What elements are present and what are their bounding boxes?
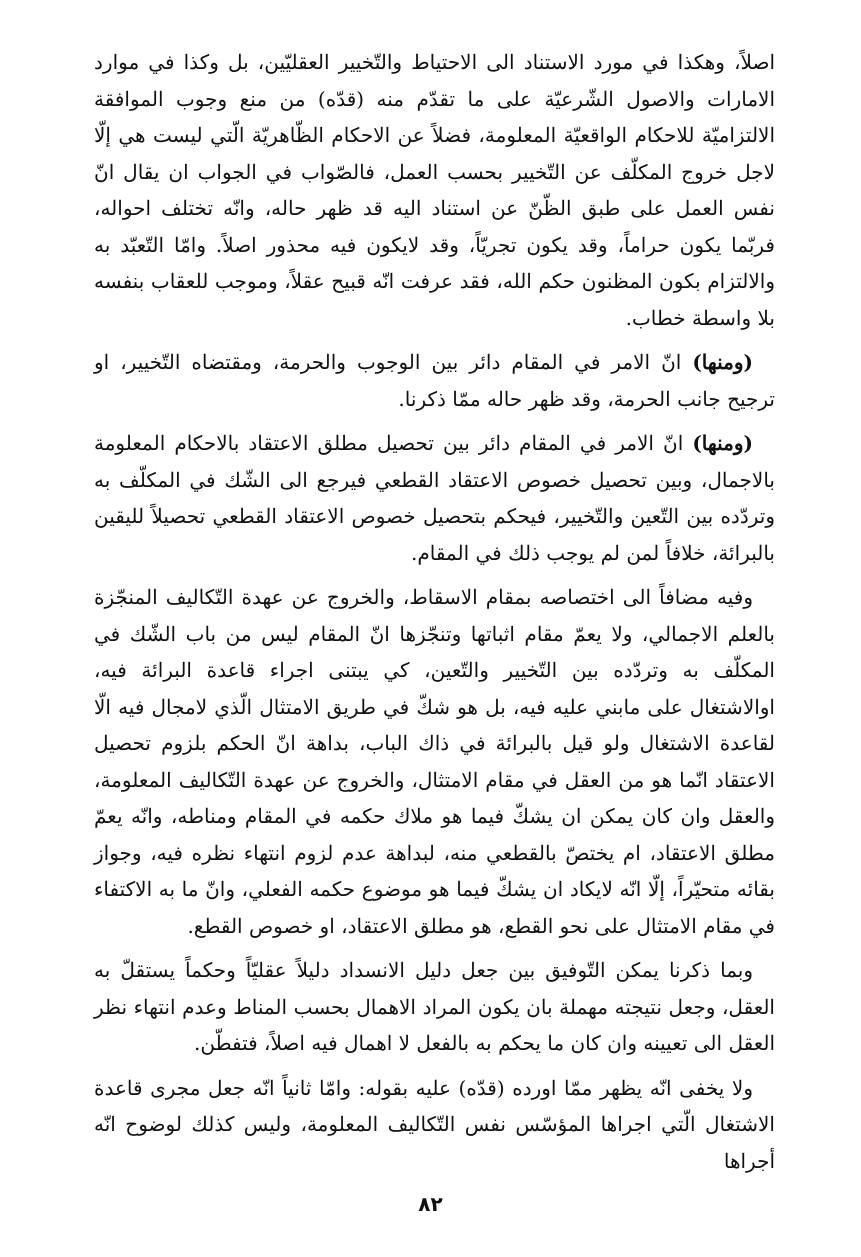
paragraph-2-text: انّ الامر في المقام دائر بين الوجوب والحرمة، ومقتضاه التّخيير، او ترجيح جانب الحرمة، وقد ظهر حاله ممّا ذكرنا. bbox=[94, 350, 775, 411]
paragraph-5-text: وبما ذكرنا يمكن التّوفيق بين جعل دليل الانسداد دليلاً عقليّاً وحكماً يستقلّ به العقل، وجعل نتيجته مهملة بان يكون المراد الاهمال بحسب المناط وعدم انتهاء نظر العقل الى تعيينه وان كان ما يحكم به بالفعل لا اهمال فيه اصلاً، فتفطّن. bbox=[94, 958, 775, 1055]
paragraph-1 bbox=[94, 44, 775, 336]
paragraph-2-lead: (ومنها) bbox=[692, 350, 753, 374]
paragraph-1-text: اصلاً، وهكذا في مورد الاستناد الى الاحتياط والتّخيير العقليّين، بل وكذا في موارد الامارات والاصول الشّرعيّة على ما تقدّم منه (قدّه) من منع وجوب الموافقة الالتزاميّة للاحكام الواقعيّة المعلومة، فضلاً عن الاحكام الظّاهريّة الّتي ليست هي إلّا لاجل خروج المكلّف عن التّخيير بحسب العمل، فالصّواب في الجواب ان يقال انّ نفس العمل على طبق الظّنّ عن استناد اليه قد ظهر حاله، وانّه تختلف احواله، فربّما يكون حراماً، وقد يكون تجريّاً، وقد لايكون فيه محذور اصلاً. وامّا التّعبّد به والالتزام بكون المظنون حكم الله، فقد عرفت انّه قبيح عقلاً، وموجب للعقاب بنفسه بلا واسطة خطاب. bbox=[94, 50, 776, 330]
page-number: ٨٢ bbox=[418, 1192, 443, 1216]
paragraph-6 bbox=[94, 1070, 775, 1180]
paragraph-4 bbox=[94, 579, 775, 944]
paragraph-3-lead: (ومنها) bbox=[692, 431, 753, 455]
paragraph-3 bbox=[94, 425, 775, 571]
paragraph-6-text: ولا يخفى انّه يظهر ممّا اورده (قدّه) عليه بقوله: وامّا ثانياً انّه جعل مجرى قاعدة الاشتغال الّتي اجراها المؤسّس نفس التّكاليف المعلومة، وليس كذلك لوضوح انّه أجراها bbox=[94, 1075, 775, 1173]
paragraph-3-text: انّ الامر في المقام دائر بين تحصيل مطلق الاعتقاد بالاحكام المعلومة بالاجمال، وبين تحصيل خصوص الاعتقاد القطعي فيرجع الى الشّك في المكلّف به وتردّده بين التّعين والتّخيير، فيحكم بتحصيل خصوص الاعتقاد القطعي تحصيلاً لليقين بالبرائة، خلافاً لمن لم يوجب ذلك في المقام. bbox=[94, 431, 775, 565]
paragraph-2 bbox=[94, 344, 775, 417]
paragraph-4-text: وفيه مضافاً الى اختصاصه بمقام الاسقاط، والخروج عن عهدة التّكاليف المنجّزة بالعلم الاجمالي، ولا يعمّ مقام اثباتها وتنجّزها انّ المقام ليس من باب الشّك في المكلّف به وتردّده بين التّخيير والتّعين، كي يبتنى اجراء قاعدة البرائة فيه، اوالاشتغال على مابني عليه فيه، بل هو شكّ في طريق الامتثال الّذي لامجال فيه الّا لقاعدة الاشتغال ولو قيل بالبرائة في ذاك الباب، بداهة انّ الحكم بلزوم تحصيل الاعتقاد انّما هو من العقل في مقام الامتثال، والخروج عن عهدة التّكاليف المعلومة، والعقل وان كان يمكن ان يشكّ فيما هو ملاك حكمه في المقام ومناطه، وانّه يعمّ مطلق الاعتقاد، ام يختصّ بالقطعي منه، لبداهة عدم لزوم انتهاء نظره فيه، وجواز بقائه متحيّراً، إلّا انّه لايكاد ان يشكّ فيما هو موضوع حكمه الفعلي، وانّ ما به الاكتفاء في مقام الامتثال على نحو القطع، هو مطلق الاعتقاد، او خصوص القطع. bbox=[94, 585, 775, 938]
paragraph-5 bbox=[94, 952, 775, 1062]
